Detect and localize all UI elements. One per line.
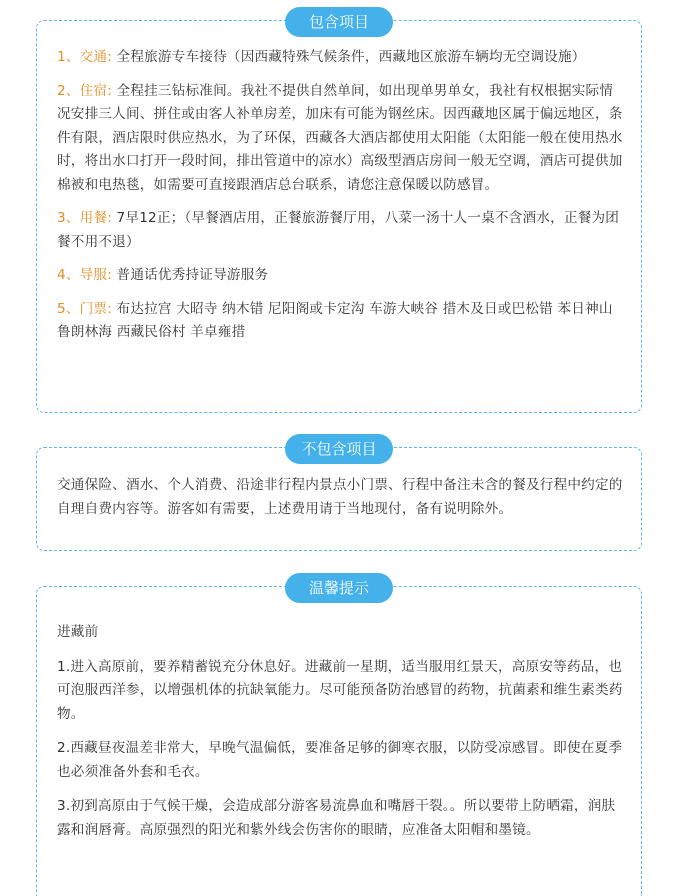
included-item-guide — [57, 264, 623, 288]
included-item-text: 普通话优秀持证导游服务 — [116, 267, 269, 283]
included-item-label: 1、交通: — [57, 49, 113, 65]
included-item-text: 7早12正；（早餐酒店用，正餐旅游餐厅用，八菜一汤十人一桌不含酒水，正餐为团餐不用不退） — [57, 210, 620, 250]
included-item-accommodation — [57, 80, 623, 198]
excluded-title: 不包含项目 — [285, 434, 393, 464]
included-section — [36, 13, 642, 413]
included-item-label: 5、门票: — [57, 300, 113, 317]
tips-item: 1.进入高原前，要养精蓄锐充分休息好。进藏前一星期，适当服用红景天，高原安等药品，也可泡服西洋参，以增强机体的抗缺氧能力。尽可能预备防治感冒的药物，抗菌素和维生素类药物。 — [57, 658, 623, 722]
included-title: 包含项目 — [285, 7, 393, 37]
included-item-meals — [57, 207, 623, 254]
included-item-label: 2、住宿: — [57, 82, 113, 99]
excluded-text: 交通保险、酒水、个人消费、沿途非行程内景点小门票、行程中备注未含的餐及行程中约定的自理自费内容等。游客如有需要，上述费用请于当地现付，备有说明除外。 — [57, 477, 623, 517]
excluded-section — [36, 440, 642, 551]
included-item-tickets — [57, 298, 623, 345]
tips-title: 温馨提示 — [285, 573, 393, 603]
included-item-text: 布达拉宫 大昭寺 纳木错 尼阳阁或卡定沟 车游大峡谷 措木及日或巴松错 苯日神山 鲁朗林海 西藏民俗村 羊卓雍措 — [57, 300, 613, 340]
tips-content — [57, 621, 623, 853]
tips-item: 3.初到高原由于气候干燥，会造成部分游客易流鼻血和嘴唇干裂。。所以要带上防晒霜，润肤露和润唇膏。高原强烈的阳光和紫外线会伤害你的眼睛，应准备太阳帽和墨镜。 — [57, 798, 616, 838]
included-item-label: 4、导服: — [57, 267, 113, 283]
included-item-text: 全程旅游专车接待（因西藏特殊气候条件，西藏地区旅游车辆均无空调设施） — [116, 49, 586, 65]
tips-item: 2.西藏昼夜温差非常大，早晚气温偏低，要准备足够的御寒衣服，以防受凉感冒。即使在夏季也必须准备外套和毛衣。 — [57, 740, 623, 780]
included-item-text: 全程挂三钻标准间。我社不提供自然单间，如出现单男单女，我社有权根据实际情况安排三人间、拼住或由客人补单房差，加床有可能为钢丝床。因西藏地区属于偏远地区，条件有限，酒店限时供应热水，为了环保，西藏各大酒店都使用太阳能（太阳能一般在使用热水时，将出水口打开一段时间，排出管道中的凉水）高级型酒店房间一般无空调，酒店可提供加棉被和电热毯，如需要可直接跟酒店总台联系，请您注意保暖以防感冒。 — [57, 82, 623, 193]
included-item-transport — [57, 46, 623, 70]
tips-heading: 进藏前 — [57, 624, 99, 640]
included-list — [57, 46, 623, 355]
included-item-label: 3、用餐: — [57, 210, 113, 226]
tips-section — [36, 579, 642, 896]
excluded-content — [57, 474, 623, 521]
